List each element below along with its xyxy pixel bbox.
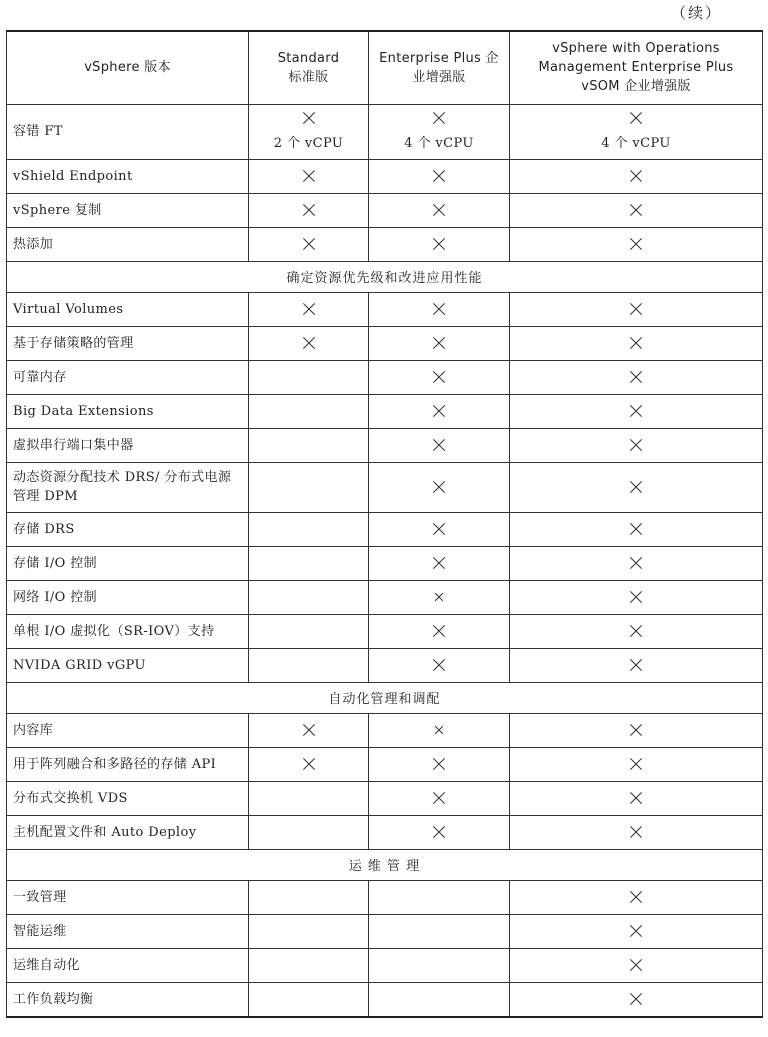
table-row: [7, 227, 763, 261]
edition-cell: [249, 428, 369, 462]
cross-mark-icon: [433, 792, 445, 804]
section-row: [7, 261, 763, 292]
cross-mark-icon: [433, 659, 445, 671]
edition-cell: [369, 914, 510, 948]
cross-mark-icon: [630, 557, 642, 569]
table-row: [7, 982, 763, 1017]
cross-mark-icon: [435, 593, 444, 602]
edition-cell: [510, 781, 763, 815]
section-title: 确定资源优先级和改进应用性能: [7, 261, 763, 292]
cross-mark-icon: [433, 439, 445, 451]
cross-mark-icon: [630, 724, 642, 736]
cross-mark-icon: [433, 481, 445, 493]
edition-cell: [369, 948, 510, 982]
cross-mark-icon: [630, 993, 642, 1005]
edition-cell: [369, 227, 510, 261]
cross-mark-icon: [433, 371, 445, 383]
cross-mark-icon: [630, 405, 642, 417]
feature-name: 内容库: [7, 713, 249, 747]
table-row: [7, 614, 763, 648]
edition-cell: [369, 880, 510, 914]
header-row: [7, 31, 763, 104]
table-row: [7, 815, 763, 849]
cross-mark-icon: [433, 204, 445, 216]
table-row: [7, 462, 763, 512]
edition-cell: [369, 193, 510, 227]
feature-name: 可靠内存: [7, 360, 249, 394]
feature-name: vShield Endpoint: [7, 159, 249, 193]
table-row: [7, 193, 763, 227]
edition-cell: [249, 462, 369, 512]
cross-mark-icon: [433, 170, 445, 182]
vsphere-edition-table: [6, 30, 763, 1018]
cross-mark-icon: [435, 726, 444, 735]
feature-name: 容错 FT: [7, 104, 249, 159]
edition-cell: [510, 880, 763, 914]
edition-cell: [249, 648, 369, 682]
feature-name: 智能运维: [7, 914, 249, 948]
edition-cell: [369, 546, 510, 580]
cross-mark-icon: [630, 591, 642, 603]
feature-name: Big Data Extensions: [7, 394, 249, 428]
feature-name: 热添加: [7, 227, 249, 261]
header-enterprise: [369, 31, 510, 104]
table-row: [7, 546, 763, 580]
cross-mark-icon: [433, 826, 445, 838]
cross-mark-icon: [303, 170, 315, 182]
edition-cell: [249, 982, 369, 1017]
edition-cell: [369, 781, 510, 815]
edition-cell: [510, 982, 763, 1017]
cross-mark-icon: [630, 238, 642, 250]
table-row: [7, 648, 763, 682]
cross-mark-icon: [630, 112, 642, 124]
cross-mark-icon: [630, 481, 642, 493]
cross-mark-icon: [303, 303, 315, 315]
edition-cell: [369, 360, 510, 394]
edition-cell: [510, 394, 763, 428]
header-standard-line2: 标准版: [288, 69, 329, 85]
edition-cell: [510, 428, 763, 462]
cross-mark-icon: [433, 112, 445, 124]
edition-cell: [510, 326, 763, 360]
cross-mark-icon: [630, 758, 642, 770]
edition-cell: [369, 747, 510, 781]
header-vsom-line2: Management Enterprise Plus: [538, 60, 734, 76]
edition-cell: [249, 713, 369, 747]
cross-mark-icon: [630, 523, 642, 535]
edition-cell: [249, 394, 369, 428]
feature-name: 存储 I/O 控制: [7, 546, 249, 580]
table-row: [7, 326, 763, 360]
table-row: [7, 948, 763, 982]
header-vsom-line1: vSphere with Operations: [552, 41, 720, 57]
cross-mark-icon: [630, 170, 642, 182]
edition-cell: [369, 292, 510, 326]
cross-mark-icon: [630, 792, 642, 804]
edition-cell: [369, 648, 510, 682]
cross-mark-icon: [630, 204, 642, 216]
edition-cell: [510, 713, 763, 747]
edition-cell: [510, 747, 763, 781]
feature-name: 单根 I/O 虚拟化（SR-IOV）支持: [7, 614, 249, 648]
feature-name: 分布式交换机 VDS: [7, 781, 249, 815]
edition-cell: [510, 648, 763, 682]
cross-mark-icon: [630, 439, 642, 451]
header-enterprise-line2: 业增强版: [412, 69, 466, 85]
edition-cell: [249, 546, 369, 580]
edition-cell: [510, 580, 763, 614]
table-row: [7, 512, 763, 546]
cross-mark-icon: [303, 724, 315, 736]
section-row: [7, 682, 763, 713]
mark-with-note: [249, 112, 368, 151]
edition-cell: [369, 580, 510, 614]
table-row: [7, 781, 763, 815]
cross-mark-icon: [433, 303, 445, 315]
edition-cell: [249, 948, 369, 982]
edition-cell: [249, 104, 369, 159]
table-row: [7, 159, 763, 193]
edition-cell: [249, 781, 369, 815]
header-standard-line1: Standard: [277, 50, 340, 66]
feature-name: 主机配置文件和 Auto Deploy: [7, 815, 249, 849]
edition-cell: [369, 614, 510, 648]
edition-cell: [249, 815, 369, 849]
edition-cell: [249, 360, 369, 394]
edition-cell: [369, 815, 510, 849]
section-title: 运 维 管 理: [7, 849, 763, 880]
table-row: [7, 713, 763, 747]
cross-mark-icon: [433, 758, 445, 770]
cross-mark-icon: [630, 303, 642, 315]
table-header: [7, 31, 763, 104]
cross-mark-icon: [630, 959, 642, 971]
edition-cell: [510, 914, 763, 948]
edition-cell: [510, 360, 763, 394]
cross-mark-icon: [433, 523, 445, 535]
mark-with-note: [369, 112, 509, 151]
edition-cell: [249, 747, 369, 781]
mark-with-note: [510, 112, 762, 151]
cross-mark-icon: [303, 337, 315, 349]
cross-mark-icon: [630, 925, 642, 937]
section-title: 自动化管理和调配: [7, 682, 763, 713]
edition-cell: [510, 462, 763, 512]
cross-mark-icon: [433, 625, 445, 637]
table-row: [7, 428, 763, 462]
header-vsom: [510, 31, 763, 104]
edition-cell: [510, 815, 763, 849]
edition-cell: [369, 713, 510, 747]
continued-label: （续）: [670, 4, 722, 22]
edition-cell: [249, 326, 369, 360]
edition-cell: [510, 159, 763, 193]
edition-cell: [249, 614, 369, 648]
feature-name: vSphere 复制: [7, 193, 249, 227]
cross-mark-icon: [303, 112, 315, 124]
cross-mark-icon: [630, 891, 642, 903]
feature-name: 运维自动化: [7, 948, 249, 982]
edition-cell: [510, 512, 763, 546]
vcpu-note: 4 个 vCPU: [601, 136, 671, 151]
edition-cell: [369, 104, 510, 159]
edition-cell: [249, 227, 369, 261]
table-body: [7, 104, 763, 1017]
edition-cell: [249, 159, 369, 193]
feature-name: NVIDA GRID vGPU: [7, 648, 249, 682]
feature-name: Virtual Volumes: [7, 292, 249, 326]
edition-cell: [510, 948, 763, 982]
edition-cell: [369, 428, 510, 462]
edition-cell: [510, 193, 763, 227]
cross-mark-icon: [630, 371, 642, 383]
edition-cell: [369, 159, 510, 193]
header-enterprise-line1: Enterprise Plus 企: [379, 50, 499, 66]
vcpu-note: 2 个 vCPU: [273, 136, 344, 151]
edition-cell: [369, 394, 510, 428]
table-row: [7, 747, 763, 781]
vcpu-note: 4 个 vCPU: [404, 136, 474, 151]
feature-name: 工作负载均衡: [7, 982, 249, 1017]
header-vsom-line3: vSOM 企业增强版: [581, 79, 691, 95]
table-row: [7, 360, 763, 394]
cross-mark-icon: [433, 238, 445, 250]
edition-cell: [369, 982, 510, 1017]
edition-cell: [510, 227, 763, 261]
header-standard: [249, 31, 369, 104]
feature-name: 动态资源分配技术 DRS/ 分布式电源管理 DPM: [7, 462, 249, 512]
feature-name: 基于存储策略的管理: [7, 326, 249, 360]
cross-mark-icon: [630, 826, 642, 838]
edition-cell: [510, 292, 763, 326]
cross-mark-icon: [303, 758, 315, 770]
cross-mark-icon: [433, 405, 445, 417]
table-row: [7, 104, 763, 159]
edition-cell: [249, 193, 369, 227]
cross-mark-icon: [630, 659, 642, 671]
edition-cell: [249, 292, 369, 326]
cross-mark-icon: [303, 238, 315, 250]
feature-name: 存储 DRS: [7, 512, 249, 546]
edition-cell: [249, 580, 369, 614]
feature-name: 虚拟串行端口集中器: [7, 428, 249, 462]
cross-mark-icon: [630, 337, 642, 349]
feature-name: 网络 I/O 控制: [7, 580, 249, 614]
header-version: vSphere 版本: [7, 31, 249, 104]
edition-cell: [249, 880, 369, 914]
edition-cell: [510, 104, 763, 159]
table-row: [7, 292, 763, 326]
cross-mark-icon: [433, 557, 445, 569]
edition-cell: [369, 462, 510, 512]
edition-cell: [369, 512, 510, 546]
cross-mark-icon: [433, 337, 445, 349]
edition-cell: [510, 546, 763, 580]
table-row: [7, 580, 763, 614]
feature-name: 用于阵列融合和多路径的存储 API: [7, 747, 249, 781]
cross-mark-icon: [303, 204, 315, 216]
edition-cell: [369, 326, 510, 360]
table-row: [7, 914, 763, 948]
edition-cell: [249, 512, 369, 546]
edition-cell: [249, 914, 369, 948]
table-row: [7, 880, 763, 914]
feature-name: 一致管理: [7, 880, 249, 914]
edition-cell: [510, 614, 763, 648]
section-row: [7, 849, 763, 880]
table-row: [7, 394, 763, 428]
cross-mark-icon: [630, 625, 642, 637]
